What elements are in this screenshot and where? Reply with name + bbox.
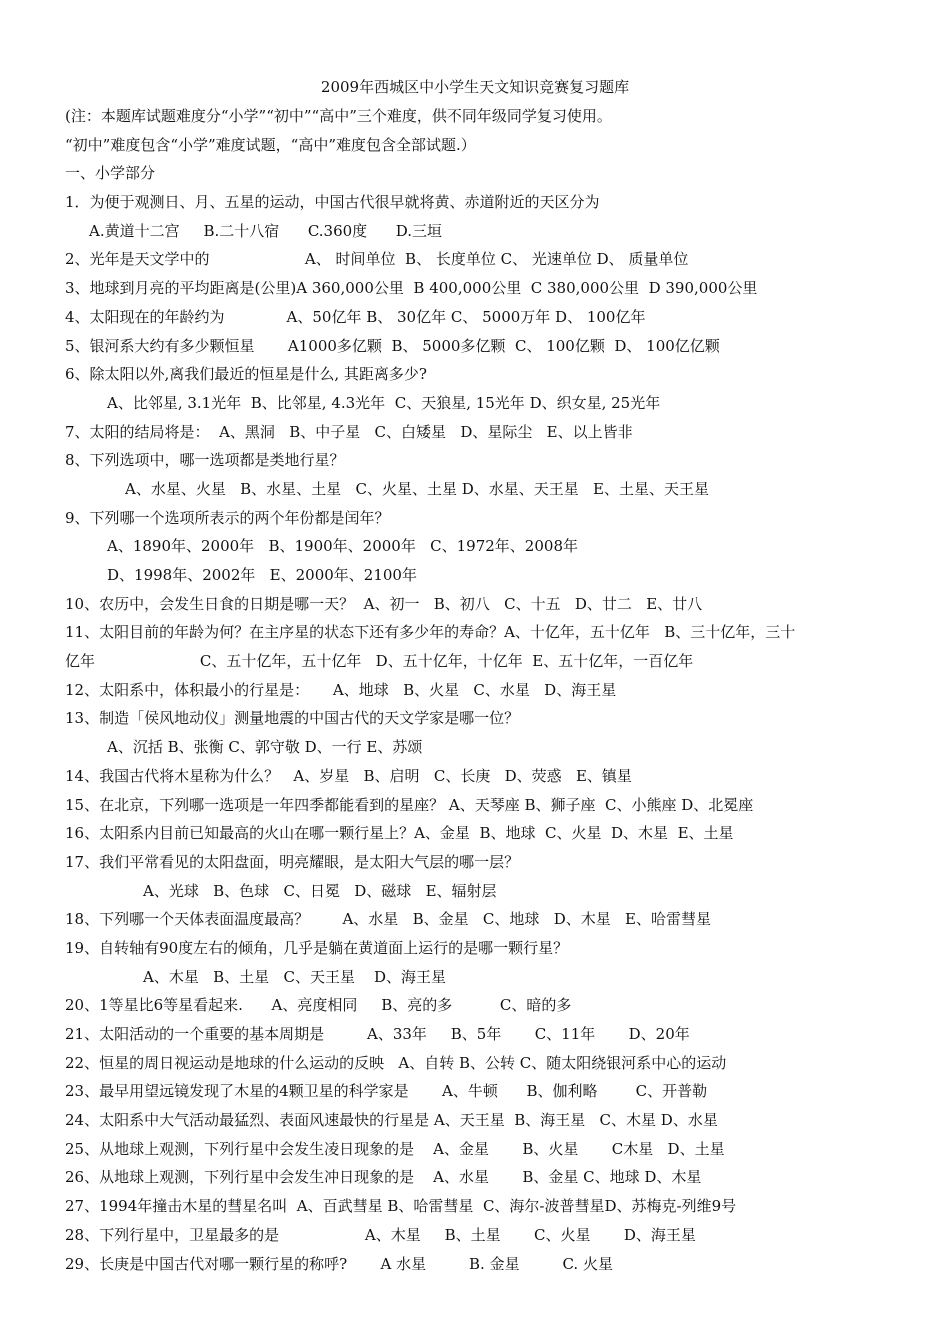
question-line: 8、下列选项中，哪一选项都是类地行星？ xyxy=(65,451,345,470)
question-line: 2、光年是天文学中的 A、 时间单位 B、 长度单位 C、 光速单位 D、 质量单位 xyxy=(65,250,689,269)
question-line: 11、太阳目前的年龄为何？在主序星的状态下还有多少年的寿命？A、十亿年，五十亿年 B、三十亿年，三十 xyxy=(65,623,796,642)
options-line: A、光球 B、色球 C、日冕 D、磁球 E、辐射层 xyxy=(143,881,497,900)
question-line: 26、从地球上观测，下列行星中会发生冲日现象的是 A、水星 B、金星 C、地球 D、木星 xyxy=(65,1168,702,1187)
question-line: 10、农历中，会发生日食的日期是哪一天？ A、初一 B、初八 C、十五 D、廿二 E、廿八 xyxy=(65,594,703,613)
question-line: 9、下列哪一个选项所表示的两个年份都是闰年？ xyxy=(65,508,390,527)
question-line: 24、太阳系中大气活动最猛烈、表面风速最快的行星是 A、天王星 B、海王星 C、木星 D、水星 xyxy=(65,1111,718,1130)
question-line: 29、长庚是中国古代对哪一颗行星的称呼? A 水星 B. 金星 C. 火星 xyxy=(65,1254,613,1273)
question-continuation-line: 亿年 C、五十亿年，五十亿年 D、五十亿年，十亿年 E、五十亿年，一百亿年 xyxy=(65,652,694,671)
question-line: 17、我们平常看见的太阳盘面，明亮耀眼，是太阳大气层的哪一层？ xyxy=(65,852,520,871)
question-line: 13、制造「侯风地动仪」测量地震的中国古代的天文学家是哪一位？ xyxy=(65,709,520,728)
question-line: 22、恒星的周日视运动是地球的什么运动的反映 A、自转 B、公转 C、随太阳绕银河系中心的运动 xyxy=(65,1053,727,1072)
note-line: “初中”难度包含“小学”难度试题，“高中”难度包含全部试题.） xyxy=(65,135,476,154)
question-line: 23、最早用望远镜发现了木星的4颗卫星的科学家是 A、牛顿 B、伽利略 C、开普勒 xyxy=(65,1082,708,1101)
options-line: A.黄道十二宫 B.二十八宿 C.360度 D.三垣 xyxy=(89,221,443,240)
question-line: 28、下列行星中，卫星最多的是 A、木星 B、土星 C、火星 D、海王星 xyxy=(65,1225,696,1244)
question-line: 14、我国古代将木星称为什么？ A、岁星 B、启明 C、长庚 D、荧惑 E、镇星 xyxy=(65,766,632,785)
document-body xyxy=(65,102,895,1278)
question-line: 21、太阳活动的一个重要的基本周期是 A、33年 B、5年 C、11年 D、20年 xyxy=(65,1025,690,1043)
question-line: 1．为便于观测日、月、五星的运动，中国古代很早就将黄、赤道附近的天区分为 xyxy=(65,193,600,212)
question-line: 7、太阳的结局将是： A、黑洞 B、中子星 C、白矮星 D、星际尘 E、以上皆非 xyxy=(65,422,633,441)
note-line: (注：本题库试题难度分“小学”“初中”“高中”三个难度，供不同年级同学复习使用。 xyxy=(65,107,612,125)
question-line: 27、1994年撞击木星的彗星名叫 A、百武彗星 B、哈雷彗星 C、海尔-波普彗星D、苏梅克-列维9号 xyxy=(65,1197,737,1216)
question-line: 16、太阳系内目前已知最高的火山在哪一颗行星上？A、金星 B、地球 C、火星 D、木星 E、土星 xyxy=(65,824,734,843)
options-line: D、1998年、2002年 E、2000年、2100年 xyxy=(107,566,417,584)
question-line: 19、自转轴有90度左右的倾角，几乎是躺在黄道面上运行的是哪一颗行星？ xyxy=(65,938,569,957)
question-line: 20、1等星比6等星看起来. A、亮度相同 B、亮的多 C、暗的多 xyxy=(65,996,572,1015)
question-line: 25、从地球上观测，下列行星中会发生凌日现象的是 A、金星 B、火星 C木星 D、土星 xyxy=(65,1139,725,1158)
question-line: 18、下列哪一个天体表面温度最高？ A、水星 B、金星 C、地球 D、木星 E、哈雷彗星 xyxy=(65,910,711,929)
question-line: 5、银河系大约有多少颗恒星 A1000多亿颗 B、 5000多亿颗 C、 100亿颗 D、 100亿亿颗 xyxy=(65,336,720,355)
options-line: A、沉括 B、张衡 C、郭守敬 D、一行 E、苏颂 xyxy=(107,738,423,757)
options-line: A、水星、火星 B、水星、土星 C、火星、土星 D、水星、天王星 E、土星、天王星 xyxy=(125,479,709,498)
options-line: A、比邻星, 3.1光年 B、比邻星, 4.3光年 C、天狼星, 15光年 D、织女星, 25光年 xyxy=(107,393,661,412)
question-line: 12、太阳系中，体积最小的行星是： A、地球 B、火星 C、水星 D、海王星 xyxy=(65,680,617,699)
document-title: 2009年西城区中小学生天文知识竞赛复习题库 xyxy=(320,78,630,96)
options-line: A、木星 B、土星 C、天王星 D、海王星 xyxy=(143,967,447,986)
question-line: 3、地球到月亮的平均距离是(公里)A 360,000公里 B 400,000公里 C 380,000公里 D 390,000公里 xyxy=(65,279,758,298)
question-line: 4、太阳现在的年龄约为 A、50亿年 B、 30亿年 C、 5000万年 D、 100亿年 xyxy=(65,307,646,326)
section-heading: 一、小学部分 xyxy=(65,164,156,183)
options-line: A、1890年、2000年 B、1900年、2000年 C、1972年、2008年 xyxy=(107,537,578,556)
question-line: 6、除太阳以外,离我们最近的恒星是什么, 其距离多少? xyxy=(65,365,427,384)
question-line: 15、在北京，下列哪一选项是一年四季都能看到的星座？ A、天琴座 B、狮子座 C、小熊座 D、北冕座 xyxy=(65,795,754,814)
